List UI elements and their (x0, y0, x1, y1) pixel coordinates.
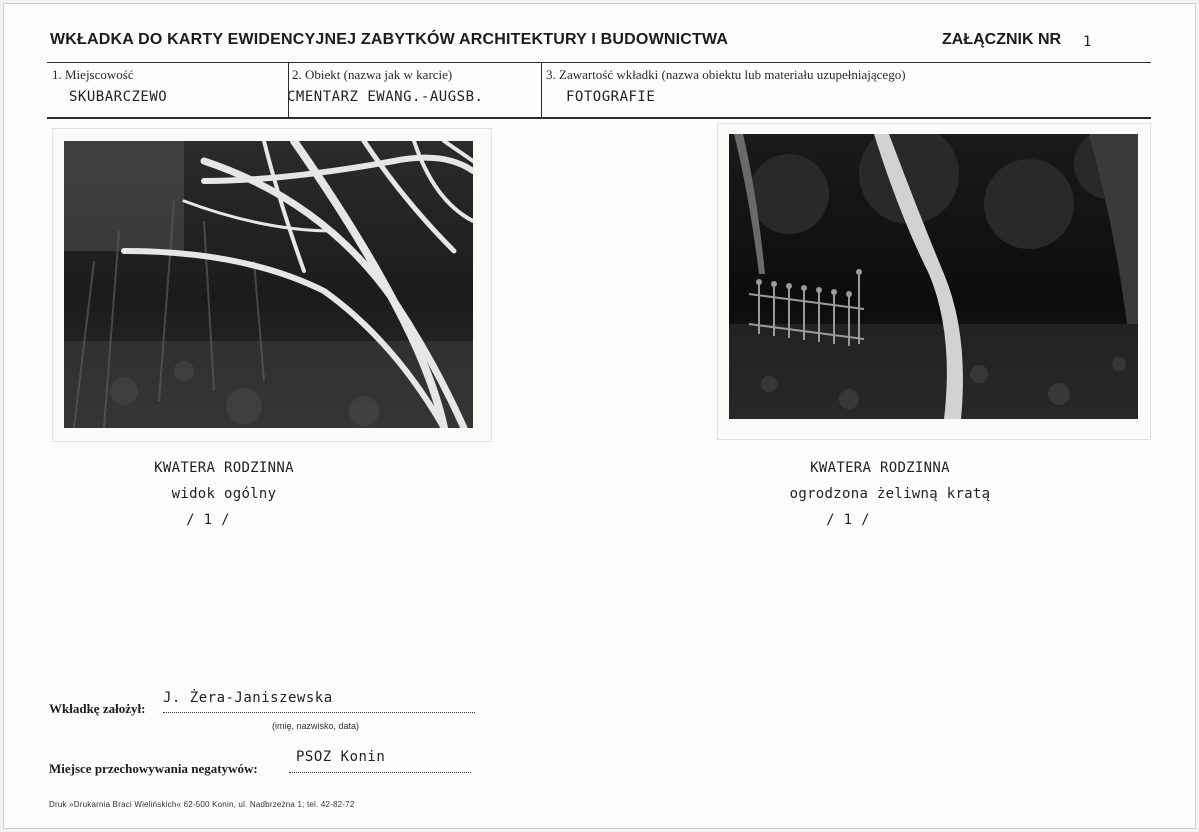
object-value: CMENTARZ EWANG.-AUGSB. (287, 89, 484, 105)
created-by-value: J. Żera-Janiszewska (163, 690, 333, 706)
photo-left-caption-line1: KWATERA RODZINNA (154, 460, 294, 476)
form-top-rule (47, 62, 1151, 63)
photo-right-caption-line1: KWATERA RODZINNA (810, 460, 950, 476)
locality-value: SKUBARCZEWO (69, 89, 168, 105)
photo-left-caption-line3: / 1 / (186, 512, 230, 528)
annex-label: ZAŁĄCZNIK NR (942, 31, 1062, 48)
photo-right-caption-line2: ogrodzona żeliwną kratą (789, 486, 991, 502)
photo-left (64, 141, 473, 428)
negatives-location-dotted-line (289, 772, 471, 773)
printer-note: Druk »Drukarnia Braci Wielińskich« 62-500 Konin, ul. Nadbrzeżna 1; tel. 42-82-72 (49, 800, 355, 809)
contents-label: 3. Zawartość wkładki (nazwa obiektu lub materiału uzupełniającego) (546, 67, 906, 82)
object-label: 2. Obiekt (nazwa jak w karcie) (292, 67, 453, 82)
created-by-label: Wkładkę założył: (49, 701, 146, 716)
form-bottom-rule (47, 117, 1151, 119)
photo-left-caption-line2: widok ogólny (171, 486, 277, 502)
negatives-location-label: Miejsce przechowywania negatywów: (49, 761, 258, 776)
photo-right-caption-line3: / 1 / (826, 512, 870, 528)
document-title: WKŁADKA DO KARTY EWIDENCYJNEJ ZABYTKÓW ARCHITEKTURY I BUDOWNICTWA (50, 31, 729, 48)
field-divider-2 (541, 62, 542, 118)
created-by-hint: (imię, nazwisko, data) (272, 721, 360, 731)
photo-right-image (729, 134, 1138, 419)
photo-left-image (64, 141, 473, 428)
locality-label: 1. Miejscowość (52, 67, 134, 82)
photo-right (729, 134, 1138, 419)
annex-number: 1 (1083, 34, 1092, 50)
negatives-location-value: PSOZ Konin (296, 749, 386, 765)
created-by-dotted-line (163, 712, 475, 713)
contents-value: FOTOGRAFIE (566, 89, 656, 105)
